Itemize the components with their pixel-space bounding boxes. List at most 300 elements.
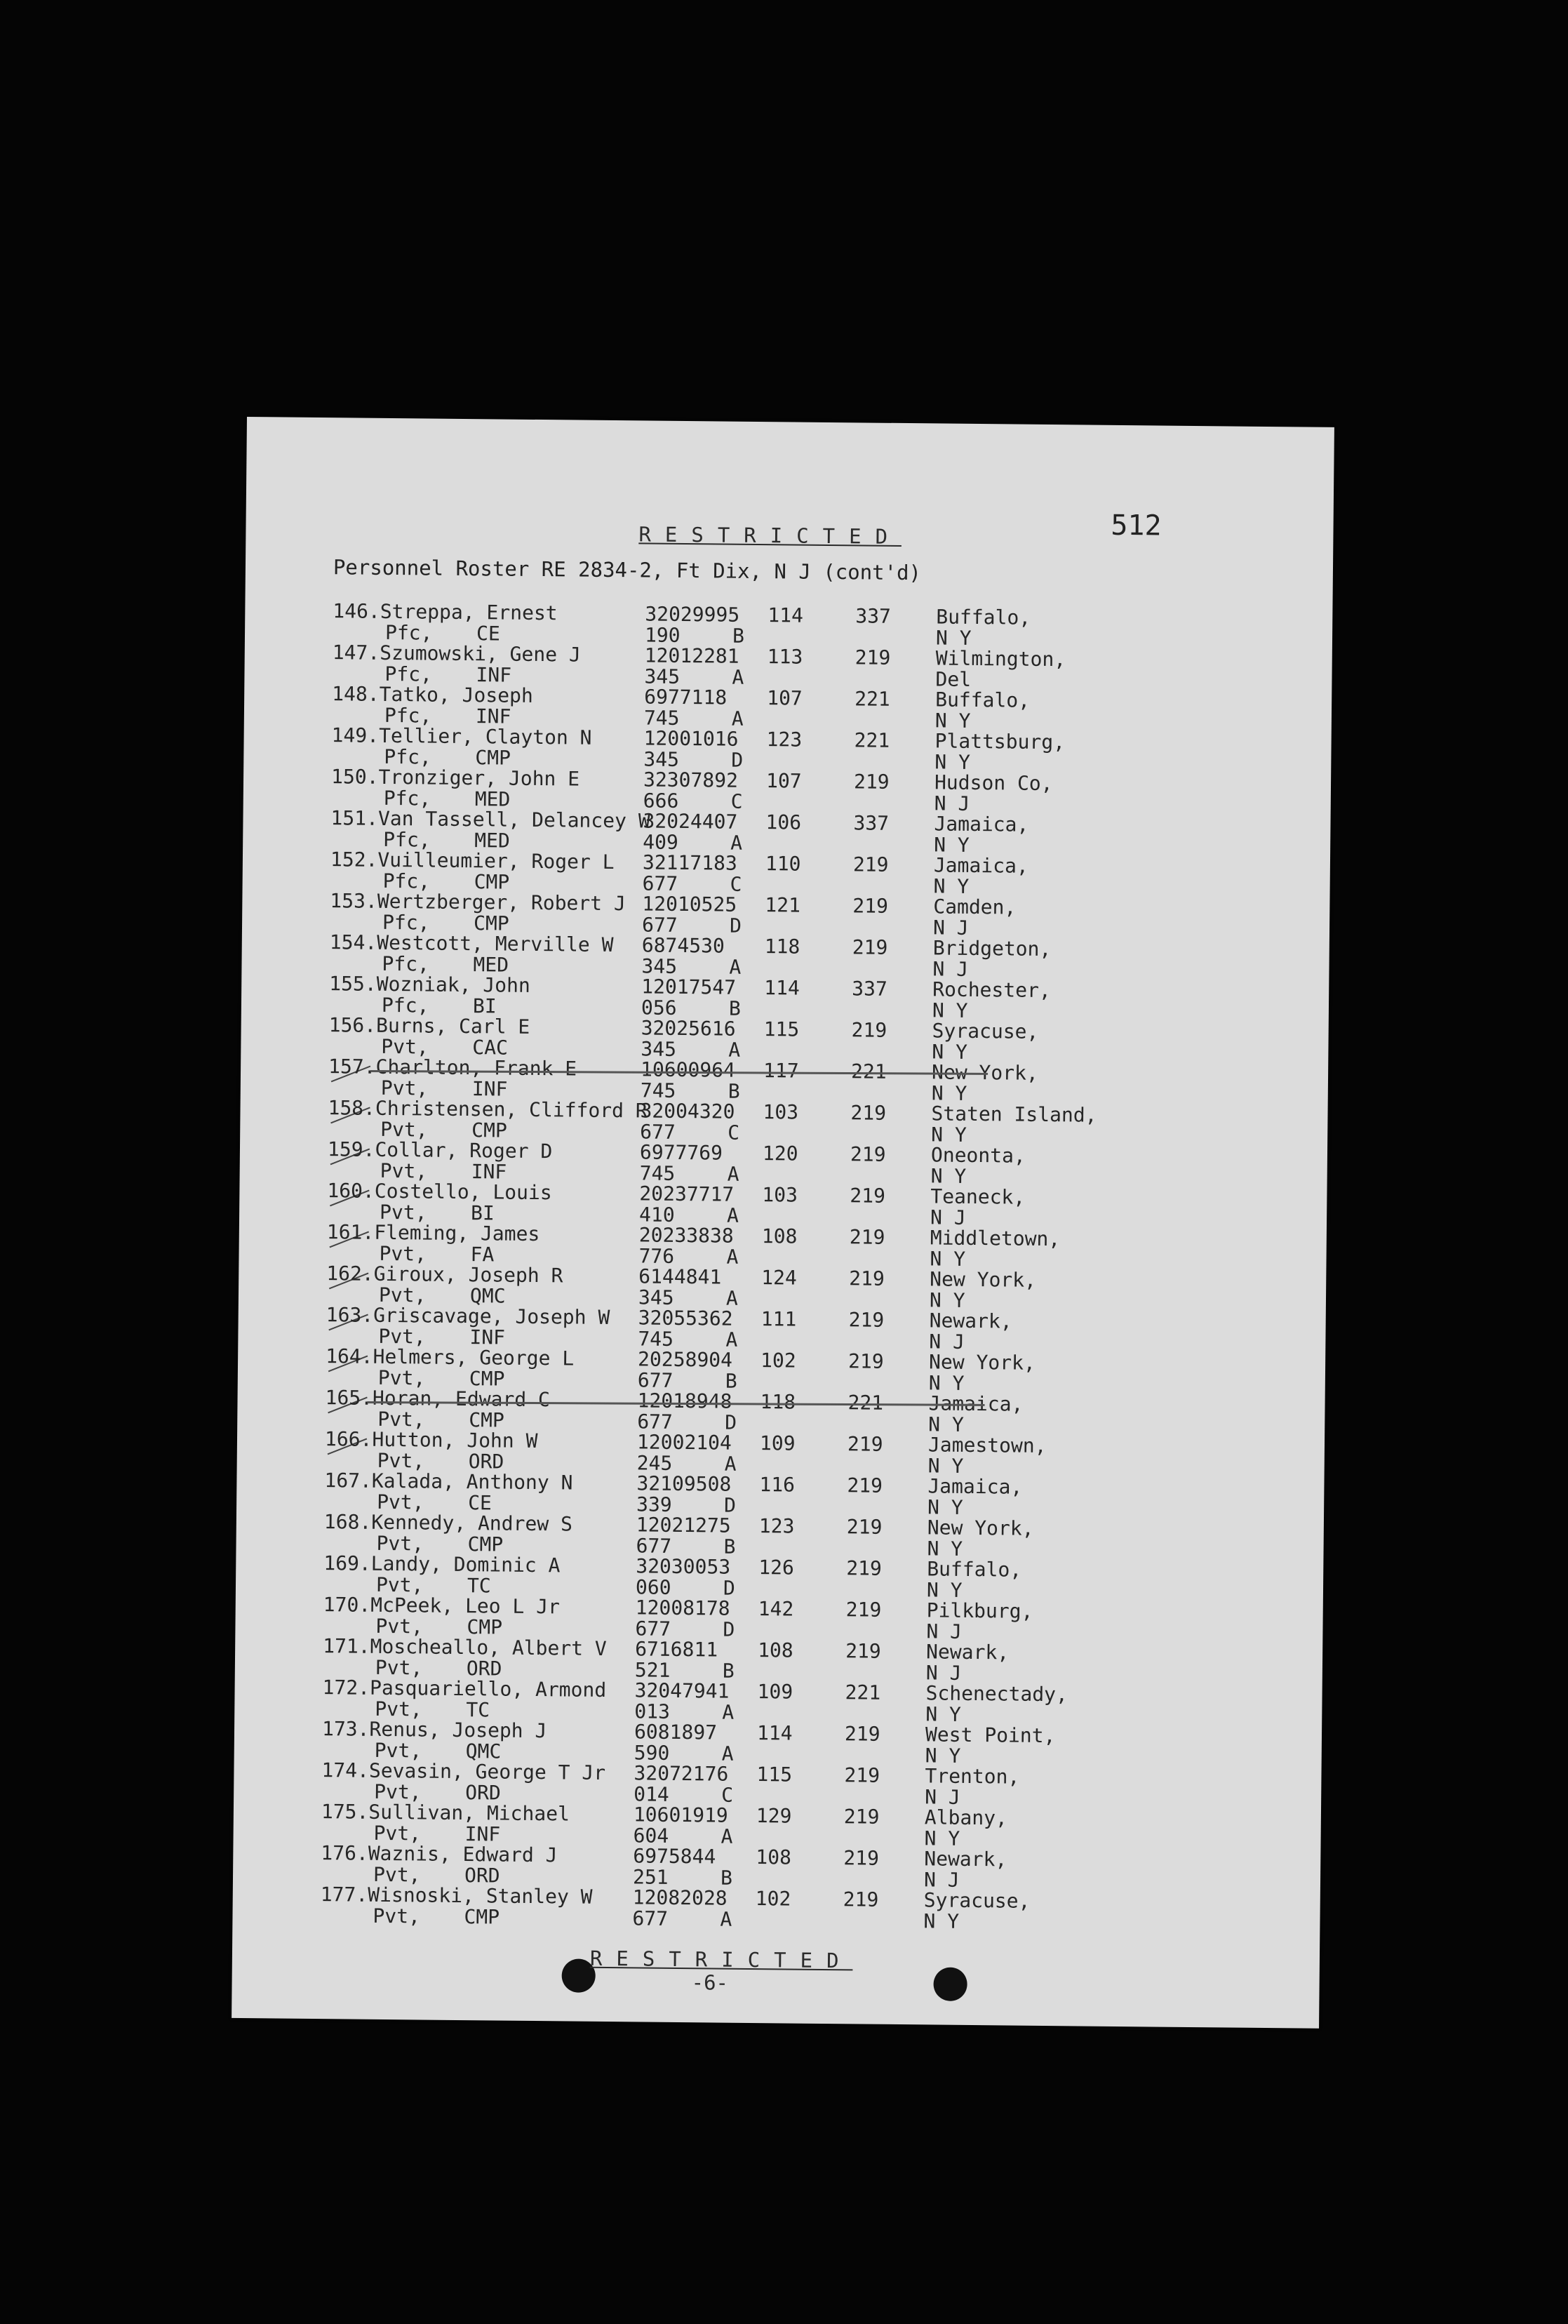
branch: MED bbox=[474, 787, 511, 811]
grade: Pvt, bbox=[377, 1490, 424, 1514]
home-state: N Y bbox=[927, 1453, 964, 1478]
entry-number-name bbox=[332, 725, 592, 748]
company: B bbox=[723, 1535, 736, 1558]
specialty-code: 745 bbox=[638, 1326, 674, 1351]
serial-number: 20233838 bbox=[638, 1223, 734, 1248]
column-a-value: 107 bbox=[767, 686, 803, 710]
grade: Pvt, bbox=[375, 1697, 422, 1721]
serial-number: 6977118 bbox=[644, 685, 728, 709]
specialty-code: 590 bbox=[634, 1740, 670, 1765]
branch: INF bbox=[469, 1325, 506, 1349]
grade: Pfc, bbox=[383, 827, 431, 852]
column-b-value: 221 bbox=[855, 687, 890, 711]
entry-number-name bbox=[321, 1760, 605, 1783]
column-a-value: 116 bbox=[759, 1473, 796, 1497]
soldier-name: Sullivan, Michael bbox=[368, 1800, 570, 1826]
entry-number: 175. bbox=[321, 1800, 369, 1824]
specialty-code: 521 bbox=[634, 1657, 671, 1682]
column-a-value: 123 bbox=[766, 728, 803, 752]
branch: CMP bbox=[473, 911, 509, 935]
grade: Pvt, bbox=[377, 1365, 426, 1390]
grade: Pvt, bbox=[374, 1779, 422, 1803]
column-b-value: 219 bbox=[850, 1101, 887, 1125]
column-b-value: 219 bbox=[845, 1639, 881, 1663]
entry-number: 160. bbox=[327, 1179, 375, 1203]
grade: Pvt, bbox=[380, 1076, 429, 1100]
entry-number-name bbox=[325, 1387, 550, 1410]
home-state: N Y bbox=[929, 1288, 965, 1312]
entry-number: 172. bbox=[322, 1676, 370, 1699]
home-state: N J bbox=[932, 915, 969, 940]
soldier-name: Vuilleumier, Roger L bbox=[377, 848, 615, 874]
restricted-footer: RESTRICTED bbox=[589, 1946, 853, 1973]
entry-number: 163. bbox=[326, 1303, 374, 1327]
home-city: Newark, bbox=[925, 1640, 1010, 1664]
company: A bbox=[729, 955, 742, 979]
grade: Pvt, bbox=[378, 1324, 427, 1349]
grade: Pfc, bbox=[382, 910, 430, 935]
column-b-value: 221 bbox=[854, 728, 890, 752]
company: C bbox=[730, 872, 742, 896]
branch: CMP bbox=[469, 1366, 505, 1391]
specialty-code: 339 bbox=[636, 1492, 672, 1516]
home-city: Hudson Co, bbox=[934, 770, 1053, 796]
serial-number: 6716811 bbox=[635, 1637, 718, 1662]
soldier-name: Kennedy, Andrew S bbox=[371, 1510, 573, 1536]
entry-number-name bbox=[328, 1139, 553, 1162]
serial-number: 12021275 bbox=[636, 1513, 731, 1537]
specialty-code: 745 bbox=[640, 1078, 676, 1102]
document-page bbox=[232, 417, 1334, 2029]
specialty-code: 677 bbox=[632, 1906, 669, 1930]
specialty-code: 677 bbox=[642, 871, 678, 895]
company: B bbox=[725, 1369, 737, 1393]
column-a-value: 102 bbox=[755, 1887, 791, 1911]
home-state: N Y bbox=[934, 832, 970, 857]
home-state: N J bbox=[934, 791, 970, 815]
company: D bbox=[725, 1410, 737, 1434]
soldier-name: Christensen, Clifford R bbox=[375, 1096, 648, 1123]
branch: INF bbox=[476, 662, 512, 687]
specialty-code: 345 bbox=[641, 954, 678, 978]
home-city: Jamaica, bbox=[933, 853, 1028, 878]
column-a-value: 113 bbox=[767, 645, 803, 669]
column-b-value: 219 bbox=[850, 1142, 886, 1166]
column-b-value: 219 bbox=[844, 1763, 880, 1787]
grade: Pvt, bbox=[381, 1034, 429, 1059]
branch: ORD bbox=[466, 1656, 502, 1681]
column-b-value: 337 bbox=[855, 604, 892, 628]
home-city: West Point, bbox=[925, 1723, 1056, 1748]
company: A bbox=[721, 1742, 734, 1765]
entry-number: 155. bbox=[329, 972, 377, 996]
home-city: Syracuse, bbox=[923, 1888, 1031, 1913]
company: A bbox=[727, 1162, 739, 1186]
column-a-value: 103 bbox=[763, 1100, 799, 1124]
home-state: N Y bbox=[930, 1246, 966, 1271]
company: D bbox=[723, 1493, 737, 1517]
company: A bbox=[725, 1328, 738, 1351]
entry-number: 174. bbox=[321, 1758, 370, 1782]
company: A bbox=[728, 1038, 741, 1062]
company: A bbox=[720, 1907, 732, 1931]
entry-number: 168. bbox=[323, 1510, 372, 1534]
soldier-name: Sevasin, George T Jr bbox=[368, 1758, 606, 1784]
column-a-value: 126 bbox=[758, 1556, 795, 1580]
entry-number-name bbox=[321, 1884, 593, 1907]
company: A bbox=[731, 707, 744, 730]
home-city: Buffalo, bbox=[927, 1557, 1022, 1582]
company: D bbox=[723, 1576, 736, 1600]
entry-number: 176. bbox=[321, 1841, 368, 1865]
soldier-name: Collar, Roger D bbox=[375, 1137, 553, 1163]
soldier-name: Landy, Dominic A bbox=[370, 1551, 561, 1577]
branch: ORD bbox=[468, 1449, 504, 1474]
home-state: N Y bbox=[934, 749, 971, 774]
home-city: New York, bbox=[928, 1350, 1036, 1375]
home-state: N Y bbox=[925, 1743, 961, 1768]
entry-number-name bbox=[329, 1015, 530, 1037]
company: D bbox=[729, 914, 742, 937]
grade: Pfc, bbox=[382, 951, 430, 976]
branch: MED bbox=[474, 828, 510, 853]
branch: TC bbox=[466, 1697, 490, 1721]
serial-number: 32004320 bbox=[640, 1099, 735, 1123]
entry-number: 153. bbox=[330, 889, 377, 913]
serial-number: 32117183 bbox=[642, 850, 737, 875]
soldier-name: Horan, Edward C bbox=[372, 1386, 551, 1412]
soldier-name: Griscavage, Joseph W bbox=[373, 1303, 610, 1330]
home-state: N Y bbox=[925, 1702, 962, 1726]
specialty-code: 677 bbox=[636, 1533, 672, 1558]
entry-number-name bbox=[321, 1801, 570, 1824]
specialty-code: 409 bbox=[643, 829, 678, 854]
branch: CE bbox=[476, 621, 500, 645]
entry-number-name bbox=[328, 1056, 577, 1079]
column-b-value: 219 bbox=[852, 894, 889, 918]
home-state: N Y bbox=[927, 1536, 963, 1561]
home-city: Wilmington, bbox=[935, 646, 1066, 672]
home-city: New York, bbox=[927, 1516, 1034, 1540]
branch: INF bbox=[464, 1822, 501, 1846]
home-state: N J bbox=[925, 1784, 960, 1809]
soldier-name: Kalada, Anthony N bbox=[371, 1469, 573, 1495]
soldier-name: Tronziger, John E bbox=[378, 765, 580, 791]
branch: MED bbox=[473, 952, 509, 977]
soldier-name: Hutton, John W bbox=[372, 1427, 538, 1453]
column-a-value: 108 bbox=[756, 1845, 792, 1869]
specialty-code: 013 bbox=[634, 1699, 671, 1723]
column-a-value: 114 bbox=[756, 1721, 793, 1745]
soldier-name: Westcott, Merville W bbox=[377, 930, 614, 957]
serial-number: 32109508 bbox=[636, 1471, 732, 1496]
serial-number: 12018948 bbox=[637, 1389, 732, 1413]
serial-number: 32307892 bbox=[643, 768, 739, 792]
home-city: Newark, bbox=[924, 1847, 1007, 1871]
soldier-name: Wozniak, John bbox=[376, 972, 530, 997]
soldier-name: Van Tassell, Delancey W bbox=[377, 806, 650, 833]
specialty-code: 345 bbox=[643, 747, 680, 771]
home-state: N Y bbox=[928, 1370, 965, 1395]
grade: Pfc, bbox=[382, 869, 431, 893]
column-a-value: 124 bbox=[761, 1266, 797, 1290]
branch: QMC bbox=[465, 1739, 502, 1763]
column-a-value: 110 bbox=[765, 852, 801, 876]
column-a-value: 108 bbox=[761, 1224, 798, 1248]
grade: Pvt, bbox=[380, 1117, 428, 1142]
branch: CMP bbox=[467, 1532, 504, 1556]
column-a-value: 117 bbox=[763, 1059, 799, 1083]
entry-number-name bbox=[325, 1429, 538, 1451]
column-a-value: 109 bbox=[757, 1680, 793, 1704]
entry-number: 156. bbox=[328, 1013, 377, 1037]
entry-number: 169. bbox=[323, 1551, 371, 1575]
specialty-code: 056 bbox=[641, 995, 677, 1020]
specialty-code: 410 bbox=[638, 1202, 675, 1227]
entry-number: 146. bbox=[333, 599, 380, 623]
entry-number-name bbox=[333, 642, 581, 665]
branch: INF bbox=[475, 704, 511, 728]
entry-number: 170. bbox=[323, 1593, 371, 1617]
serial-number: 6874530 bbox=[641, 933, 725, 958]
entry-number: 165. bbox=[325, 1386, 373, 1410]
home-city: Jamaica, bbox=[928, 1391, 1024, 1416]
entry-number: 173. bbox=[321, 1717, 370, 1741]
home-city: Buffalo, bbox=[935, 688, 1031, 712]
column-b-value: 219 bbox=[849, 1225, 885, 1249]
column-a-value: 106 bbox=[765, 810, 802, 834]
entry-number-name bbox=[322, 1718, 547, 1742]
home-city: Pilkburg, bbox=[926, 1598, 1033, 1623]
company: C bbox=[728, 1121, 740, 1144]
column-b-value: 219 bbox=[846, 1515, 883, 1539]
entry-number-name bbox=[333, 601, 558, 624]
column-b-value: 219 bbox=[852, 935, 888, 959]
grade: Pfc, bbox=[384, 662, 433, 686]
specialty-code: 014 bbox=[634, 1782, 669, 1806]
grade: Pfc, bbox=[381, 993, 429, 1017]
branch: CAC bbox=[472, 1035, 509, 1060]
column-a-value: 115 bbox=[763, 1017, 800, 1041]
serial-number: 32030053 bbox=[636, 1554, 731, 1579]
home-state: Del bbox=[935, 667, 972, 691]
home-city: Oneonta, bbox=[930, 1143, 1026, 1168]
home-state: N Y bbox=[923, 1909, 960, 1933]
column-b-value: 219 bbox=[846, 1556, 883, 1580]
entry-number: 161. bbox=[326, 1220, 375, 1244]
home-state: N Y bbox=[931, 1081, 967, 1105]
serial-number: 32055362 bbox=[638, 1306, 733, 1330]
branch: INF bbox=[471, 1076, 508, 1101]
soldier-name: Helmers, George L bbox=[373, 1344, 575, 1370]
entry-number-name bbox=[330, 849, 615, 872]
home-city: Syracuse, bbox=[932, 1019, 1039, 1043]
company: A bbox=[730, 831, 743, 855]
entry-number: 164. bbox=[325, 1344, 373, 1368]
column-a-value: 111 bbox=[760, 1307, 797, 1331]
column-a-value: 129 bbox=[756, 1804, 792, 1828]
home-state: N J bbox=[930, 1205, 966, 1229]
company: A bbox=[722, 1700, 735, 1724]
home-state: N Y bbox=[934, 708, 971, 733]
grade: Pvt, bbox=[377, 1448, 425, 1472]
company: A bbox=[732, 665, 744, 689]
soldier-name: Renus, Joseph J bbox=[369, 1717, 547, 1743]
specialty-code: 190 bbox=[644, 622, 681, 647]
entry-number-name bbox=[330, 932, 614, 955]
home-state: N Y bbox=[932, 998, 968, 1022]
home-city: Bridgeton, bbox=[932, 936, 1052, 961]
specialty-code: 677 bbox=[640, 1119, 676, 1144]
soldier-name: Fleming, James bbox=[374, 1220, 540, 1246]
column-a-value: 107 bbox=[765, 769, 802, 793]
grade: Pvt, bbox=[380, 1158, 428, 1183]
branch: CMP bbox=[464, 1904, 500, 1929]
specialty-code: 666 bbox=[643, 788, 679, 813]
company: C bbox=[730, 789, 743, 813]
grade: Pvt, bbox=[373, 1862, 421, 1886]
entry-number-name bbox=[329, 973, 530, 996]
column-a-value: 115 bbox=[756, 1763, 793, 1787]
column-a-value: 120 bbox=[762, 1142, 798, 1166]
column-b-value: 219 bbox=[851, 1018, 887, 1042]
column-b-value: 219 bbox=[847, 1432, 883, 1456]
branch: ORD bbox=[464, 1863, 500, 1888]
home-city: Jamaica, bbox=[927, 1474, 1023, 1499]
home-city: Jamaica, bbox=[934, 812, 1029, 836]
home-state: N Y bbox=[924, 1826, 960, 1850]
home-state: N Y bbox=[930, 1163, 967, 1188]
column-a-value: 118 bbox=[760, 1390, 796, 1414]
entry-number: 154. bbox=[329, 930, 377, 954]
soldier-name: Tellier, Clayton N bbox=[378, 723, 592, 749]
soldier-name: Streppa, Ernest bbox=[380, 599, 558, 625]
home-city: Staten Island, bbox=[931, 1102, 1097, 1127]
serial-number: 10600964 bbox=[640, 1057, 736, 1082]
soldier-name: Wertzberger, Robert J bbox=[377, 889, 626, 916]
company: A bbox=[726, 1203, 739, 1227]
grade: Pvt, bbox=[375, 1572, 424, 1596]
grade: Pvt, bbox=[377, 1407, 425, 1431]
specialty-code: 677 bbox=[637, 1409, 674, 1434]
home-state: N Y bbox=[933, 874, 970, 898]
company: A bbox=[721, 1824, 733, 1848]
home-state: N Y bbox=[928, 1412, 965, 1436]
serial-number: 12002104 bbox=[636, 1430, 732, 1455]
branch: CMP bbox=[467, 1615, 503, 1639]
column-b-value: 219 bbox=[844, 1722, 880, 1746]
column-a-value: 142 bbox=[758, 1597, 794, 1621]
home-city: Jamestown, bbox=[927, 1433, 1047, 1458]
specialty-code: 604 bbox=[633, 1823, 669, 1848]
home-city: New York, bbox=[930, 1267, 1037, 1292]
specialty-code: 345 bbox=[644, 664, 681, 688]
serial-number: 32029995 bbox=[645, 602, 740, 627]
company: B bbox=[732, 624, 745, 648]
entry-number: 171. bbox=[323, 1634, 370, 1658]
grade: Pfc, bbox=[383, 786, 431, 810]
branch: CE bbox=[468, 1490, 492, 1514]
column-b-value: 219 bbox=[853, 770, 890, 794]
column-a-value: 121 bbox=[765, 893, 801, 917]
home-city: Teaneck, bbox=[930, 1184, 1026, 1209]
roster-entry bbox=[320, 1884, 1233, 1934]
home-city: Albany, bbox=[924, 1805, 1008, 1830]
entry-number-name bbox=[330, 808, 650, 832]
home-state: N Y bbox=[935, 625, 972, 650]
soldier-name: Moscheallo, Albert V bbox=[370, 1634, 607, 1661]
home-state: N J bbox=[932, 956, 969, 981]
serial-number: 32072176 bbox=[634, 1761, 729, 1786]
column-b-value: 337 bbox=[852, 977, 887, 1001]
entry-number-name bbox=[324, 1470, 572, 1493]
company: B bbox=[720, 1866, 733, 1890]
serial-number: 20258904 bbox=[637, 1347, 733, 1372]
column-b-value: 221 bbox=[847, 1391, 884, 1415]
home-city: Buffalo, bbox=[936, 605, 1031, 629]
home-city: Plattsburg, bbox=[934, 729, 1066, 754]
column-a-value: 114 bbox=[764, 976, 800, 1000]
entry-number-name bbox=[326, 1346, 574, 1369]
grade: Pvt, bbox=[375, 1655, 423, 1679]
branch: CMP bbox=[471, 1118, 507, 1142]
specialty-code: 060 bbox=[635, 1575, 671, 1599]
column-b-value: 221 bbox=[850, 1060, 887, 1083]
entry-number: 147. bbox=[332, 641, 380, 665]
serial-number: 12008178 bbox=[635, 1596, 730, 1620]
column-b-value: 219 bbox=[849, 1267, 885, 1290]
home-city: Rochester, bbox=[932, 977, 1051, 1003]
entry-number-name bbox=[323, 1594, 560, 1617]
specialty-code: 745 bbox=[639, 1161, 676, 1185]
entry-number-name bbox=[331, 766, 579, 789]
branch: BI bbox=[472, 994, 497, 1017]
column-b-value: 219 bbox=[855, 646, 891, 669]
column-a-value: 102 bbox=[760, 1349, 796, 1373]
home-state: N J bbox=[926, 1619, 963, 1643]
soldier-name: McPeek, Leo L Jr bbox=[370, 1593, 561, 1619]
grade: Pfc, bbox=[384, 744, 431, 769]
entry-number-name bbox=[326, 1263, 563, 1286]
column-a-value: 109 bbox=[759, 1431, 796, 1455]
serial-number: 32025616 bbox=[641, 1016, 736, 1041]
roster-title: Personnel Roster RE 2834-2, Ft Dix, N J (cont'd) bbox=[333, 555, 922, 585]
entry-number: 177. bbox=[320, 1883, 368, 1906]
branch: INF bbox=[471, 1159, 507, 1184]
specialty-code: 345 bbox=[638, 1285, 674, 1309]
grade: Pfc, bbox=[384, 703, 432, 728]
grade: Pvt, bbox=[373, 1904, 421, 1928]
specialty-code: 245 bbox=[636, 1450, 673, 1475]
soldier-name: Charlton, Frank E bbox=[375, 1055, 577, 1081]
page-number: 512 bbox=[1111, 509, 1162, 542]
company: D bbox=[731, 748, 744, 772]
specialty-code: 677 bbox=[641, 912, 678, 937]
serial-number: 12001016 bbox=[643, 726, 739, 751]
specialty-code: 677 bbox=[637, 1368, 674, 1392]
home-city: Trenton, bbox=[925, 1764, 1020, 1789]
column-b-value: 219 bbox=[843, 1805, 880, 1829]
soldier-name: Wisnoski, Stanley W bbox=[368, 1883, 593, 1909]
entry-number: 167. bbox=[324, 1469, 373, 1492]
entry-number: 149. bbox=[331, 723, 380, 747]
column-b-value: 219 bbox=[847, 1474, 883, 1497]
company: C bbox=[721, 1783, 734, 1807]
punch-hole-right bbox=[933, 1967, 967, 2001]
grade: Pvt, bbox=[376, 1531, 424, 1555]
serial-number: 12082028 bbox=[632, 1885, 728, 1910]
serial-number: 32047941 bbox=[634, 1678, 730, 1703]
